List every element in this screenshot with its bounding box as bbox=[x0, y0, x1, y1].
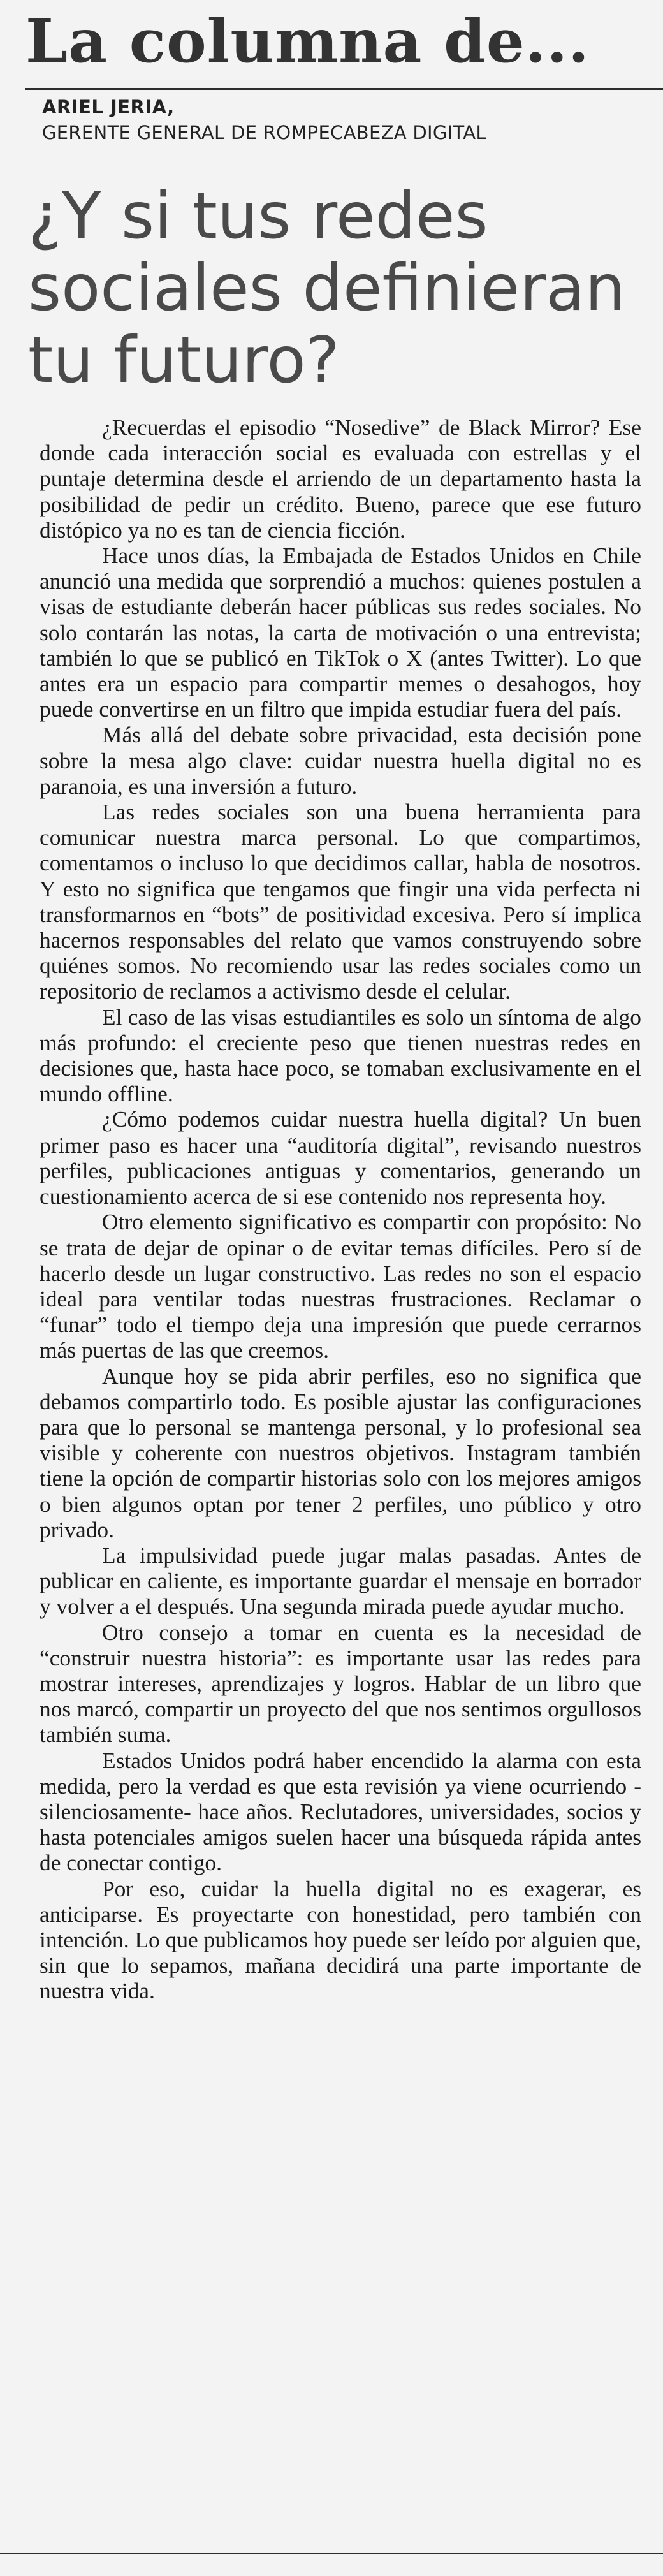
article-paragraph: Por eso, cuidar la huella digital no es exagerar, es anticiparse. Es proyectarte con honestidad, pero también con intención. Lo que publicamos hoy puede ser leído por alguien que, sin que lo sepamos, mañana decidirá una parte importante de nuestra vida. bbox=[40, 1875, 641, 2004]
article-paragraph: El caso de las visas estudiantiles es solo un síntoma de algo más profundo: el creciente peso que tienen nuestras redes en decisiones que, hasta hace poco, se tomaban exclusivamente en el mundo offline. bbox=[40, 1004, 641, 1107]
article-body bbox=[40, 414, 641, 2004]
author-name: ARIEL JERIA, bbox=[42, 96, 175, 118]
article-paragraph: Estados Unidos podrá haber encendido la alarma con esta medida, pero la verdad es que esta revisión ya viene ocurriendo -silenciosamente- hace años. Reclutadores, universidades, socios y hasta potenciales amigos suelen hacer una búsqueda rápida antes de conectar contigo. bbox=[40, 1747, 641, 1876]
bottom-divider bbox=[0, 2553, 663, 2554]
article-paragraph: Las redes sociales son una buena herramienta para comunicar nuestra marca personal. Lo que compartimos, comentamos o incluso lo que decidimos callar, habla de nosotros. Y esto no significa que tengamos que fingir una vida perfecta ni transformarnos en “bots” de positividad excesiva. Pero sí implica hacernos responsables del relato que vamos construyendo sobre quiénes somos. No recomiendo usar las redes sociales como un repositorio de reclamos a activismo desde el celular. bbox=[40, 799, 641, 1004]
article-headline: ¿Y si tus redes sociales definieran tu futuro? bbox=[28, 179, 625, 397]
article-paragraph: ¿Recuerdas el episodio “Nosedive” de Black Mirror? Ese donde cada interacción social es evaluada con estrellas y el puntaje determina desde el arriendo de un departamento hasta la posibilidad de pedir un crédito. Bueno, parece que ese futuro distópico ya no es tan de ciencia ficción. bbox=[40, 414, 641, 543]
article-paragraph: Otro elemento significativo es compartir con propósito: No se trata de dejar de opinar o de evitar temas difíciles. Pero sí de hacerlo desde un lugar constructivo. Las redes no son el espacio ideal para ventilar todas nuestras frustraciones. Reclamar o “funar” todo el tiempo deja una impresión que puede cerrarnos más puertas de las que creemos. bbox=[40, 1209, 641, 1363]
article-paragraph: La impulsividad puede jugar malas pasadas. Antes de publicar en caliente, es importante guardar el mensaje en borrador y volver a el después. Una segunda mirada puede ayudar mucho. bbox=[40, 1542, 641, 1620]
title-divider bbox=[26, 88, 663, 90]
article-paragraph: Otro consejo a tomar en cuenta es la necesidad de “construir nuestra historia”: es importante usar las redes para mostrar intereses, aprendizajes y logros. Hablar de un libro que nos marcó, compartir un proyecto del que nos sentimos orgullosos también suma. bbox=[40, 1619, 641, 1748]
article-paragraph: Más allá del debate sobre privacidad, esta decisión pone sobre la mesa algo clave: cuidar nuestra huella digital no es paranoia, es una inversión a futuro. bbox=[40, 722, 641, 799]
article-paragraph: Aunque hoy se pida abrir perfiles, eso no significa que debamos compartirlo todo. Es posible ajustar las configuraciones para que lo personal se mantenga personal, y lo profesional sea visible y coherente con nuestros objetivos. Instagram también tiene la opción de compartir historias solo con los mejores amigos o bien algunos optan por tener 2 perfiles, uno público y otro privado. bbox=[40, 1363, 641, 1542]
article-paragraph: ¿Cómo podemos cuidar nuestra huella digital? Un buen primer paso es hacer una “auditoría digital”, revisando nuestros perfiles, publicaciones antiguas y comentarios, generando un cuestionamiento acerca de si ese contenido nos representa hoy. bbox=[40, 1106, 641, 1210]
column-title: La columna de... bbox=[26, 6, 590, 77]
article-paragraph: Hace unos días, la Embajada de Estados Unidos en Chile anunció una medida que sorprendió a muchos: quienes postulen a visas de estudiante deberán hacer públicas sus redes sociales. No solo contarán las notas, la carta de motivación o una entrevista; también lo que se publicó en TikTok o X (antes Twitter). Lo que antes era un espacio para compartir memes o desahogos, hoy puede convertirse en un filtro que impida estudiar fuera del país. bbox=[40, 543, 641, 722]
author-role: GERENTE GENERAL DE ROMPECABEZA DIGITAL bbox=[42, 122, 486, 143]
